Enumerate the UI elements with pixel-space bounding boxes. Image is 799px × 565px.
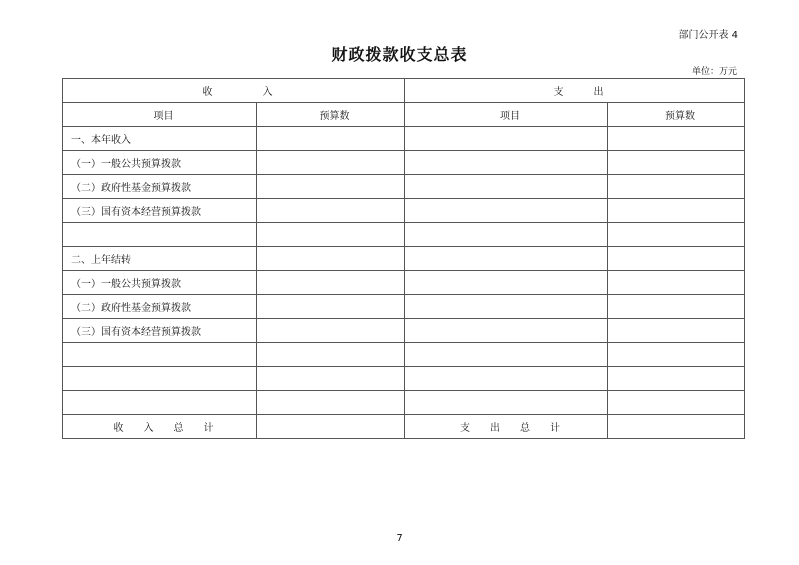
income-budget-cell (257, 295, 405, 319)
expense-item-cell (405, 175, 608, 199)
income-item-cell (63, 343, 257, 367)
expense-budget-cell (608, 127, 745, 151)
income-item-cell (63, 367, 257, 391)
income-budget-cell (257, 391, 405, 415)
unit-label: 单位：万元 (691, 67, 737, 77)
table-row (63, 319, 745, 343)
table-row (63, 127, 745, 151)
income-item-cell: （二）政府性基金预算拨款 (63, 295, 257, 319)
income-budget-header: 预算数 (257, 103, 405, 127)
income-budget-cell (257, 127, 405, 151)
expense-item-cell (405, 319, 608, 343)
expense-item-cell (405, 199, 608, 223)
expense-budget-cell (608, 367, 745, 391)
total-row (63, 415, 745, 439)
income-item-cell: （二）政府性基金预算拨款 (63, 175, 257, 199)
budget-table (62, 78, 745, 439)
table-row (63, 175, 745, 199)
income-budget-cell (257, 343, 405, 367)
column-header-row (63, 103, 745, 127)
expense-budget-cell (608, 391, 745, 415)
expense-item-cell (405, 295, 608, 319)
expense-item-cell (405, 391, 608, 415)
income-budget-cell (257, 151, 405, 175)
income-item-cell: （三）国有资本经营预算拨款 (63, 319, 257, 343)
expense-total-value (608, 415, 745, 439)
expense-item-cell (405, 367, 608, 391)
expense-item-cell (405, 247, 608, 271)
page-title: 财政拨款收支总表 (331, 45, 468, 64)
expense-item-cell (405, 343, 608, 367)
expense-budget-cell (608, 343, 745, 367)
table-row (63, 271, 745, 295)
expense-item-cell (405, 127, 608, 151)
expense-item-cell (405, 151, 608, 175)
income-budget-cell (257, 175, 405, 199)
income-item-cell: （一）一般公共预算拨款 (63, 271, 257, 295)
expense-budget-cell (608, 175, 745, 199)
expense-item-cell (405, 223, 608, 247)
table-row (63, 367, 745, 391)
form-number: 部门公开表 4 (678, 30, 738, 41)
income-item-cell (63, 223, 257, 247)
income-group-header: 收 入 (63, 79, 405, 103)
page-number: 7 (396, 533, 403, 544)
income-budget-cell (257, 367, 405, 391)
expense-budget-header: 预算数 (608, 103, 745, 127)
income-item-cell (63, 391, 257, 415)
expense-budget-cell (608, 199, 745, 223)
income-budget-cell (257, 319, 405, 343)
expense-item-cell (405, 271, 608, 295)
expense-budget-cell (608, 295, 745, 319)
expense-group-header: 支 出 (405, 79, 745, 103)
expense-budget-cell (608, 223, 745, 247)
table-row (63, 247, 745, 271)
income-budget-cell (257, 199, 405, 223)
income-item-cell: 二、上年结转 (63, 247, 257, 271)
income-item-cell: 一、本年收入 (63, 127, 257, 151)
expense-item-header: 项目 (405, 103, 608, 127)
expense-total-label: 支 出 总 计 (405, 415, 608, 439)
expense-budget-cell (608, 247, 745, 271)
income-item-cell: （三）国有资本经营预算拨款 (63, 199, 257, 223)
income-budget-cell (257, 223, 405, 247)
table-row (63, 295, 745, 319)
expense-budget-cell (608, 319, 745, 343)
table-row (63, 343, 745, 367)
income-budget-cell (257, 271, 405, 295)
table-row (63, 151, 745, 175)
table-row (63, 199, 745, 223)
income-total-value (257, 415, 405, 439)
income-total-label: 收 入 总 计 (63, 415, 257, 439)
table-row (63, 391, 745, 415)
group-header-row (63, 79, 745, 103)
expense-budget-cell (608, 271, 745, 295)
income-item-header: 项目 (63, 103, 257, 127)
income-item-cell: （一）一般公共预算拨款 (63, 151, 257, 175)
table-row (63, 223, 745, 247)
expense-budget-cell (608, 151, 745, 175)
income-budget-cell (257, 247, 405, 271)
